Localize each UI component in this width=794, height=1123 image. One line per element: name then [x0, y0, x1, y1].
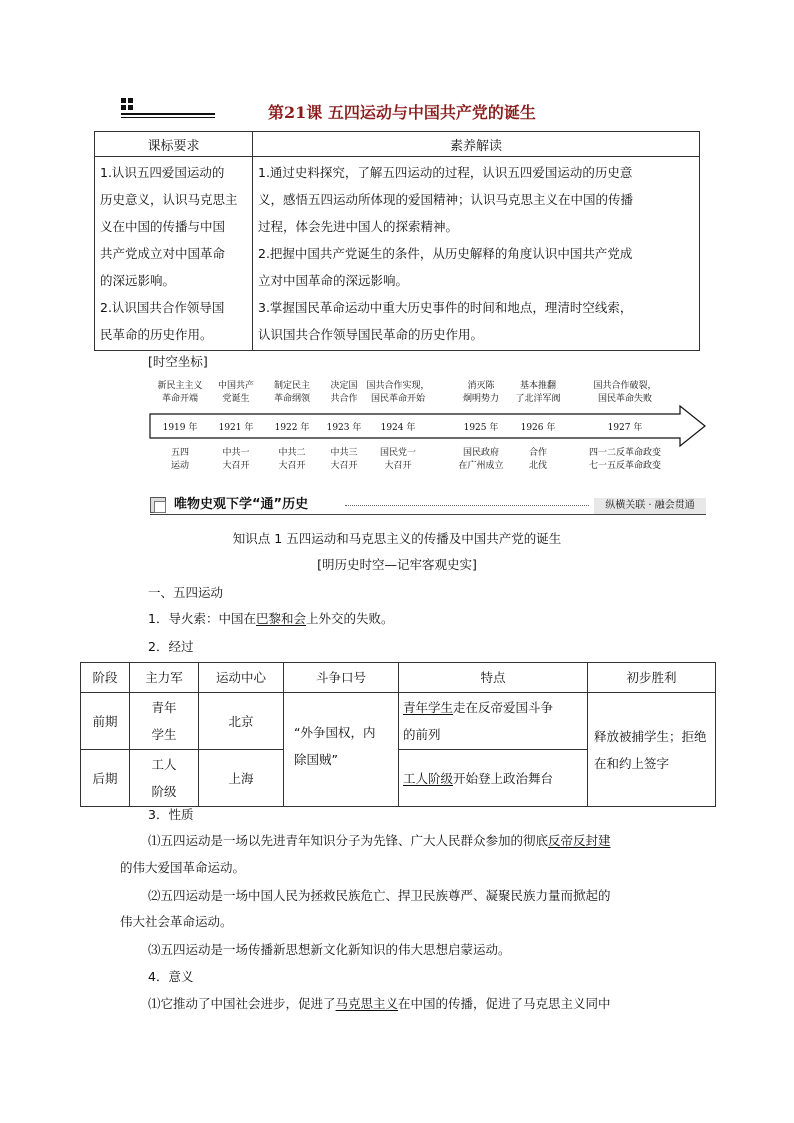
knowledge-point-subtitle: [明历史时空—记牢客观史实] [317, 557, 477, 572]
timeline-event-label: 在广州成立 [458, 461, 504, 471]
col-header: 初步胜利 [588, 663, 716, 693]
timeline-event-label: 国民革命开始 [370, 394, 426, 404]
table-cell: 上海 [199, 750, 284, 807]
timeline-event-label: 炯明势力 [462, 394, 500, 404]
col-header: 斗争口号 [284, 663, 399, 693]
timeline-event-label: 革命开端 [161, 394, 199, 404]
timeline-event-label: 大召开 [384, 461, 412, 471]
timeline-label: [时空坐标] [148, 354, 208, 369]
std-line: 义在中国的传播与中国 [100, 219, 226, 234]
timeline [140, 372, 710, 477]
timeline-event-label: 国民政府 [462, 448, 500, 458]
title-icon [121, 98, 134, 111]
item-trigger [148, 609, 394, 627]
table-cell: 后期 [81, 750, 130, 807]
std-line: 历史意义，认识马克思主 [100, 192, 238, 207]
cell-line: 工人 [151, 757, 177, 772]
timeline-year: 1921 年 [218, 423, 254, 433]
cell-line: 的前列 [403, 727, 441, 742]
lit-line: 立对中国革命的深远影响。 [258, 273, 409, 288]
timeline-event-label: 国共合作破裂， [593, 381, 657, 391]
section-icon [150, 497, 166, 513]
literacy-cell [253, 157, 700, 351]
timeline-event-label: 国民革命失败 [597, 394, 653, 404]
section-title: 唯物史观下学“通”历史 [174, 497, 309, 512]
timeline-event-label: 七一五反革命政变 [588, 461, 662, 471]
timeline-year: 1924 年 [380, 423, 416, 433]
table-cell [588, 693, 716, 807]
std-line: 的深远影响。 [100, 273, 176, 288]
section-tag: 纵横关联 · 融会贯通 [594, 498, 706, 514]
paragraph [148, 994, 611, 1012]
table-cell [130, 693, 199, 750]
col-header-standards: 课标要求 [95, 132, 253, 157]
cell-line: 青年 [151, 700, 177, 715]
table-cell: 前期 [81, 693, 130, 750]
lit-line: 义，感悟五四运动所体现的爱国精神；认识马克思主义在中国的传播 [258, 192, 634, 207]
timeline-event-label: 消灭陈 [467, 381, 495, 391]
timeline-year: 1922 年 [274, 423, 310, 433]
underlined-term: 工人阶级 [403, 770, 454, 786]
timeline-event-label: 中共二 [278, 448, 306, 458]
timeline-event-label: 国共合作实现， [366, 381, 430, 391]
paragraph: ⑶五四运动是一场传播新思想新文化新知识的伟大思想启蒙运动。 [148, 942, 511, 957]
cell-line: “外争国权，内 [294, 725, 376, 740]
text: 在中国的传播，促进了马克思主义同中 [398, 996, 611, 1011]
timeline-year: 1926 年 [520, 423, 556, 433]
underlined-term: 巴黎和会 [255, 611, 306, 626]
cell-line: 在和约上签字 [594, 755, 670, 771]
col-header: 主力军 [130, 663, 199, 693]
timeline-event-label: 北伐 [528, 461, 548, 471]
timeline-year: 1919 年 [162, 423, 198, 433]
section-divider [345, 505, 589, 506]
timeline-event-label: 新民主主义 [157, 381, 203, 391]
table-cell [399, 693, 588, 750]
timeline-event-label: 五四 [170, 448, 190, 458]
heading-may-fourth: 一、五四运动 [148, 585, 224, 600]
cell-line: 阶级 [151, 784, 177, 799]
timeline-event-label: 大召开 [278, 461, 306, 471]
text: 开始登上政治舞台 [453, 770, 554, 786]
timeline-event-label: 中共一 [222, 448, 250, 458]
knowledge-point-title: 知识点 1 五四运动和马克思主义的传播及中国共产党的诞生 [232, 531, 562, 546]
timeline-event-label: 四一二反革命政变 [588, 448, 662, 458]
std-line: 2.认识国共合作领导国 [100, 300, 225, 315]
lit-line: 认识国共合作领导国民革命的历史作用。 [258, 327, 484, 342]
text: 上外交的失败。 [305, 611, 394, 626]
lit-line: 1.通过史料探究，了解五四运动的过程，认识五四爱国运动的历史意 [258, 165, 633, 180]
timeline-event-label: 合作 [528, 448, 548, 458]
text: 1．导火索：中国在 [148, 611, 256, 626]
process-table [80, 662, 716, 807]
timeline-event-label: 党诞生 [222, 394, 250, 404]
col-header: 运动中心 [199, 663, 284, 693]
timeline-event-label: 大召开 [222, 461, 250, 471]
timeline-year: 1927 年 [607, 423, 643, 433]
timeline-event-label: 运动 [170, 461, 190, 471]
item-significance: 4．意义 [148, 969, 194, 984]
timeline-event-label: 革命纲领 [273, 394, 311, 404]
page-title: 第21课 五四运动与中国共产党的诞生 [268, 103, 536, 122]
timeline-event-label: 了北洋军阀 [515, 394, 561, 404]
col-header: 特点 [399, 663, 588, 693]
table-cell [284, 693, 399, 807]
lit-line: 2.把握中国共产党诞生的条件，从历史解释的角度认识中国共产党成 [258, 246, 633, 261]
text: 走在反帝爱国斗争 [453, 700, 554, 715]
lit-line: 过程，体会先进中国人的探索精神。 [258, 219, 459, 234]
timeline-event-label: 国民党一 [379, 448, 417, 458]
lit-line: 3.掌握国民革命运动中重大历史事件的时间和地点，理清时空线索， [258, 300, 633, 315]
timeline-event-label: 大召开 [330, 461, 358, 471]
text: ⑴五四运动是一场以先进青年知识分子为先锋、广大人民群众参加的彻底 [148, 833, 549, 848]
col-header: 阶段 [81, 663, 130, 693]
timeline-event-label: 中国共产 [217, 381, 255, 391]
timeline-event-label: 基本推翻 [519, 381, 557, 391]
text: ⑴它推动了中国社会进步，促进了 [148, 996, 336, 1011]
cell-line: 释放被捕学生；拒绝 [594, 728, 707, 744]
title-rule [121, 113, 215, 118]
paragraph-cont: 伟大社会革命运动。 [120, 914, 233, 929]
col-header-literacy: 素养解读 [253, 132, 700, 157]
std-line: 民革命的历史作用。 [100, 327, 213, 342]
timeline-year: 1923 年 [326, 423, 362, 433]
timeline-event-label: 制定民主 [273, 381, 311, 391]
paragraph-cont: 的伟大爱国革命运动。 [120, 860, 246, 875]
underlined-term: 反帝反封建 [548, 833, 611, 848]
underlined-term: 青年学生 [403, 700, 454, 715]
standards-table [94, 131, 700, 351]
table-cell [399, 750, 588, 807]
timeline-event-label: 中共三 [330, 448, 358, 458]
timeline-event-label: 决定国 [330, 381, 358, 391]
cell-line: 除国贼” [294, 752, 338, 767]
item-nature: 3．性质 [148, 807, 194, 822]
paragraph [148, 831, 611, 849]
std-line: 1.认识五四爱国运动的 [100, 165, 225, 180]
table-cell: 北京 [199, 693, 284, 750]
timeline-event-label: 共合作 [330, 394, 358, 404]
std-line: 共产党成立对中国革命 [100, 246, 226, 261]
timeline-year: 1925 年 [463, 423, 499, 433]
section-rule [150, 514, 706, 515]
cell-line: 学生 [151, 727, 177, 742]
table-cell [130, 750, 199, 807]
underlined-term: 马克思主义 [335, 996, 399, 1011]
paragraph: ⑵五四运动是一场中国人民为拯救民族危亡、捍卫民族尊严、凝聚民族力量而掀起的 [148, 888, 611, 903]
standards-cell [95, 157, 253, 351]
item-process: 2．经过 [148, 639, 194, 654]
